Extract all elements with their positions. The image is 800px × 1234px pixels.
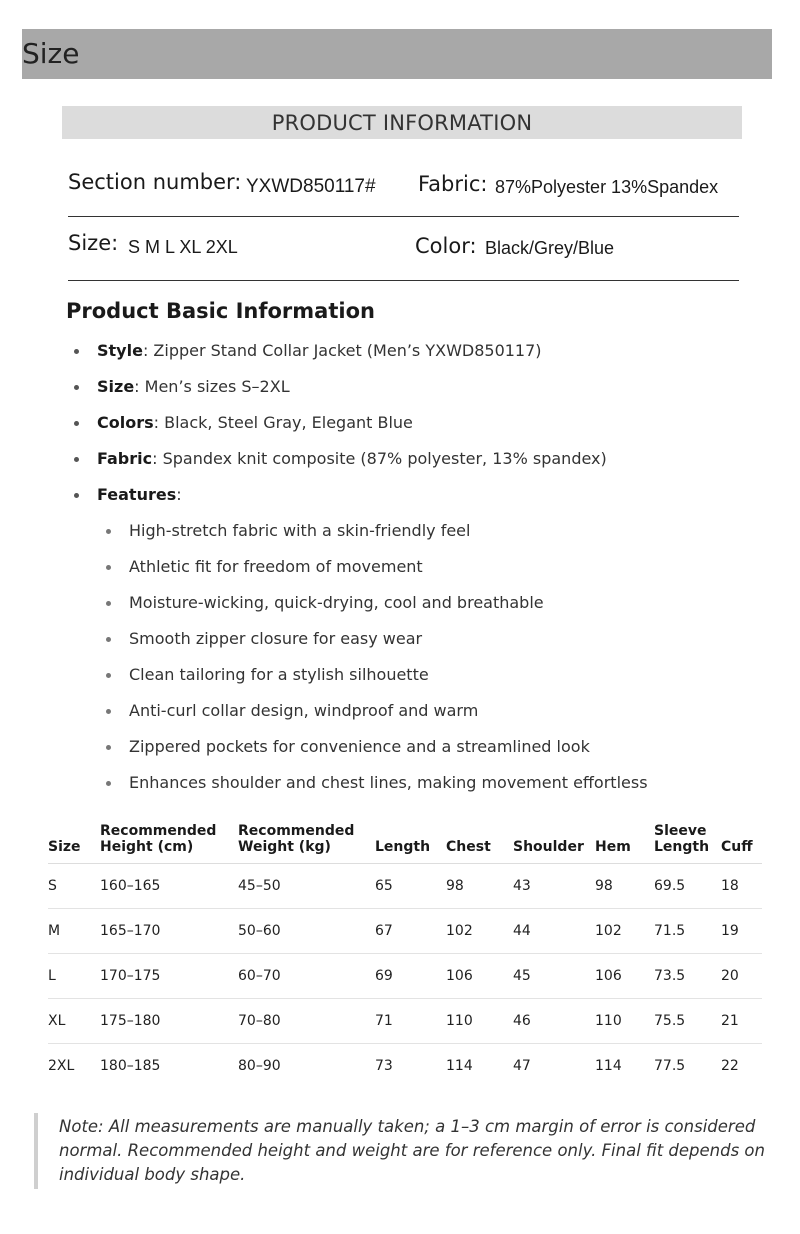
feature-item: Clean tailoring for a stylish silhouette — [106, 662, 648, 698]
cell-hem: 110 — [595, 999, 654, 1044]
cell-chest: 110 — [446, 999, 513, 1044]
cell-length: 67 — [375, 909, 446, 954]
cell-length: 69 — [375, 954, 446, 999]
header-cuff: Cuff — [721, 820, 762, 864]
header-sleeve-length: Sleeve Length — [654, 820, 721, 864]
table-row — [48, 999, 762, 1044]
cell-weight: 70–80 — [238, 999, 375, 1044]
basic-info-title: Product Basic Information — [66, 299, 375, 323]
cell-cuff: 18 — [721, 864, 762, 909]
cell-chest: 106 — [446, 954, 513, 999]
cell-shoulder: 46 — [513, 999, 595, 1044]
section-number-value: YXWD850117# — [246, 176, 376, 197]
cell-hem: 106 — [595, 954, 654, 999]
cell-height: 180–185 — [100, 1058, 161, 1074]
cell-size: S — [48, 864, 100, 909]
header-recommended-weight: Recommended Weight (kg) — [238, 820, 375, 864]
cell-height: 160–165 — [100, 864, 238, 909]
cell-shoulder: 45 — [513, 954, 595, 999]
header-shoulder: Shoulder — [513, 820, 595, 864]
divider — [68, 280, 739, 281]
cell-cuff: 20 — [721, 954, 762, 999]
list-item-fabric: Fabric: Spandex knit composite (87% polyester, 13% spandex) — [74, 446, 607, 482]
cell-hem: 102 — [595, 909, 654, 954]
cell-weight: 60–70 — [238, 954, 375, 999]
header-size: Size — [48, 820, 100, 864]
feature-item: High-stretch fabric with a skin-friendly feel — [106, 518, 648, 554]
product-information-heading — [62, 106, 742, 139]
section-number-label: Section number: — [68, 170, 242, 194]
cell-sleeve-length: 73.5 — [654, 954, 721, 999]
cell-length: 73 — [375, 1058, 393, 1074]
features-list — [106, 518, 648, 806]
fabric-label: Fabric: — [418, 172, 488, 196]
cell-cuff: 22 — [721, 1058, 739, 1074]
product-information-title: PRODUCT INFORMATION — [271, 111, 533, 135]
cell-shoulder: 47 — [513, 1058, 531, 1074]
header-hem: Hem — [595, 820, 654, 864]
list-item-size: Size: Men’s sizes S–2XL — [74, 374, 607, 410]
cell-size: XL — [48, 999, 100, 1044]
cell-shoulder: 43 — [513, 864, 595, 909]
cell-size: L — [48, 954, 100, 999]
cell-size: M — [48, 909, 100, 954]
color-value: Black/Grey/Blue — [485, 238, 615, 258]
feature-item: Smooth zipper closure for easy wear — [106, 626, 648, 662]
feature-item: Moisture-wicking, quick-drying, cool and breathable — [106, 590, 648, 626]
cell-height: 175–180 — [100, 999, 238, 1044]
table-header-row — [48, 820, 762, 864]
banner-title: Size — [22, 37, 80, 70]
cell-weight: 45–50 — [238, 864, 375, 909]
list-item-style: Style: Zipper Stand Collar Jacket (Men’s YXWD850117) — [74, 338, 607, 374]
cell-sleeve-length: 75.5 — [654, 999, 721, 1044]
cell-hem: 114 — [595, 1058, 622, 1074]
cell-length: 71 — [375, 999, 446, 1044]
measurement-note: Note: All measurements are manually taken; a 1–3 cm margin of error is considered normal. Recommended height and weight are for reference only. Final fit depends on individual body shape. — [34, 1113, 774, 1189]
cell-height: 170–175 — [100, 954, 238, 999]
list-item-features: Features: — [74, 482, 607, 518]
feature-item: Zippered pockets for convenience and a streamlined look — [106, 734, 648, 770]
color-label: Color: — [415, 234, 477, 258]
cell-hem: 98 — [595, 864, 654, 909]
cell-length: 65 — [375, 864, 446, 909]
table-row — [48, 1044, 762, 1089]
fabric-value: 87%Polyester 13%Spandex — [495, 177, 719, 197]
feature-item: Anti-curl collar design, windproof and warm — [106, 698, 648, 734]
feature-item: Athletic fit for freedom of movement — [106, 554, 648, 590]
cell-height: 165–170 — [100, 909, 238, 954]
cell-chest: 114 — [446, 1058, 473, 1074]
cell-cuff: 21 — [721, 999, 762, 1044]
cell-weight: 80–90 — [238, 1058, 281, 1074]
divider — [68, 216, 739, 217]
cell-size: 2XL — [48, 1058, 75, 1074]
header-recommended-height: Recommended Height (cm) — [100, 820, 238, 864]
section-fabric-row — [68, 170, 739, 210]
size-banner — [22, 29, 772, 79]
cell-sleeve-length: 69.5 — [654, 864, 721, 909]
cell-cuff: 19 — [721, 909, 762, 954]
cell-weight: 50–60 — [238, 909, 375, 954]
cell-chest: 98 — [446, 864, 513, 909]
table-row — [48, 864, 762, 909]
table-row — [48, 909, 762, 954]
feature-item: Enhances shoulder and chest lines, making movement effortless — [106, 770, 648, 806]
cell-sleeve-length: 71.5 — [654, 909, 721, 954]
size-value: S M L XL 2XL — [128, 237, 238, 257]
table-row — [48, 954, 762, 999]
header-length: Length — [375, 820, 446, 864]
cell-chest: 102 — [446, 909, 513, 954]
header-chest: Chest — [446, 820, 513, 864]
cell-sleeve-length: 77.5 — [654, 1058, 686, 1074]
cell-shoulder: 44 — [513, 909, 595, 954]
size-color-row — [68, 231, 739, 271]
list-item-colors: Colors: Black, Steel Gray, Elegant Blue — [74, 410, 607, 446]
size-label: Size: — [68, 231, 119, 255]
size-chart-table — [48, 820, 762, 1088]
basic-info-list — [74, 338, 607, 518]
